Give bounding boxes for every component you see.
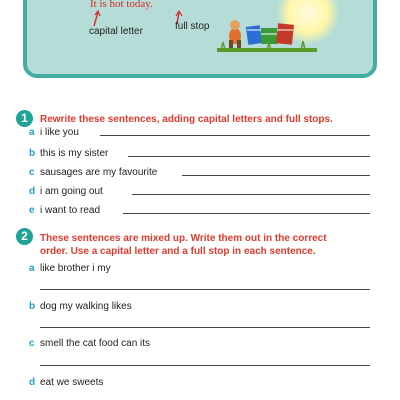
s1-item-d-answer-line[interactable] [132, 194, 370, 195]
s1-item-e-answer-line[interactable] [123, 213, 370, 214]
s2-item-b-answer-line[interactable] [40, 327, 370, 328]
label-capital-letter: capital letter [89, 26, 143, 37]
s2-item-a-text: like brother i my [40, 263, 111, 274]
section-2-instruction-line-2: order. Use a capital letter and a full stop in each sentence. [40, 246, 316, 257]
s1-item-a-letter: a [29, 127, 35, 138]
s2-item-a-answer-line[interactable] [40, 289, 370, 290]
s1-item-c-answer-line[interactable] [182, 175, 370, 176]
s1-item-d-text: i am going out [40, 186, 103, 197]
s2-item-c-letter: c [29, 338, 35, 349]
cartoon-readers-illustration [217, 6, 317, 54]
s2-item-d-text: eat we sweets [40, 377, 104, 388]
s1-item-a-answer-line[interactable] [100, 135, 370, 136]
s1-item-e-text: i want to read [40, 205, 101, 216]
section-1-instruction: Rewrite these sentences, adding capital letters and full stops. [40, 114, 333, 125]
s2-item-b-text: dog my walking likes [40, 301, 132, 312]
s1-item-c-text: sausages are my favourite [40, 167, 158, 178]
section-2-number: 2 [16, 228, 33, 245]
s1-item-a-text: i like you [40, 127, 79, 138]
section-2-instruction-line-1: These sentences are mixed up. Write them out in the correct [40, 233, 327, 244]
label-full-stop: full stop [175, 21, 210, 32]
info-box [23, 0, 377, 78]
s2-item-d-letter: d [29, 377, 36, 388]
s2-item-c-text: smell the cat food can its [40, 338, 151, 349]
s1-item-b-letter: b [29, 148, 36, 159]
example-sentence: It is hot today. [90, 0, 153, 10]
s1-item-b-text: this is my sister [40, 148, 109, 159]
s2-item-c-answer-line[interactable] [40, 365, 370, 366]
s1-item-c-letter: c [29, 167, 35, 178]
s2-item-b-letter: b [29, 301, 36, 312]
s1-item-b-answer-line[interactable] [128, 156, 370, 157]
s1-item-e-letter: e [29, 205, 35, 216]
s1-item-d-letter: d [29, 186, 36, 197]
section-1-number: 1 [16, 110, 33, 127]
s2-item-a-letter: a [29, 263, 35, 274]
